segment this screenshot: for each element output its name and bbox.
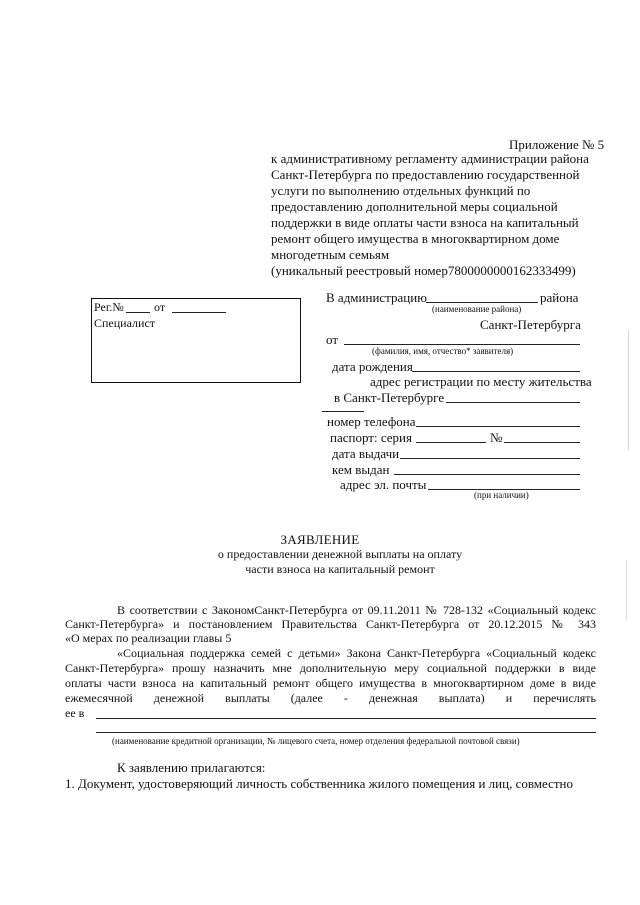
passport-series-field[interactable] xyxy=(416,442,486,443)
body-p2-line5: ее в xyxy=(65,706,85,720)
email-label: адрес эл. почты xyxy=(340,477,427,492)
issue-date-field[interactable] xyxy=(400,458,580,459)
admin-label: В администрацию xyxy=(326,290,427,305)
body-p1-line1: В соответствии с ЗакономСанкт-Петербурга от 09.11.2011 № 728-132 «Социальный кодекс xyxy=(117,603,596,617)
attachments-heading: К заявлению прилагаются: xyxy=(117,760,266,775)
passport-number-field[interactable] xyxy=(504,442,580,443)
reg-address-field-1[interactable] xyxy=(446,402,580,403)
body-p2-line4: ежемесячной денежной выплаты (далее - денежная выплата) и перечислять xyxy=(65,691,596,705)
issued-by-label: кем выдан xyxy=(332,462,390,477)
reg-number-label: Рег.№ xyxy=(94,300,124,314)
body-p2-line2: Санкт-Петербурга» прошу назначить мне дополнительную меру социальной поддержки в виде xyxy=(65,661,596,675)
district-hint: (наименование района) xyxy=(432,304,522,314)
bank-details-field[interactable] xyxy=(96,718,596,719)
reg-date-label: от xyxy=(154,300,166,314)
passport-number-label: № xyxy=(490,430,503,445)
appendix-number: Приложение № 5 xyxy=(509,137,605,152)
email-hint: (при наличии) xyxy=(474,490,529,500)
reg-number-line[interactable] xyxy=(126,312,150,313)
phone-field[interactable] xyxy=(416,426,580,427)
attachment-item-1: 1. Документ, удостоверяющий личность собственника жилого помещения и лиц, совместно xyxy=(65,776,573,791)
city-label: Санкт-Петербурга xyxy=(480,317,581,332)
reg-address-field-2[interactable] xyxy=(322,411,364,412)
reg-date-line[interactable] xyxy=(172,312,226,313)
birth-date-field[interactable] xyxy=(412,371,580,372)
issue-date-label: дата выдачи xyxy=(332,446,400,461)
body-p2-line3: оплаты части взноса на капитальный ремонт общего имущества в многоквартирном доме в виде xyxy=(65,676,596,690)
scan-artifact xyxy=(626,560,627,620)
passport-series-label: паспорт: серия xyxy=(330,430,412,445)
issued-by-field[interactable] xyxy=(394,474,580,475)
reg-address-label: адрес регистрации по месту жительства xyxy=(370,374,592,389)
bank-details-hint: (наименование кредитной организации, № лицевого счета, номер отделения федеральной почтовой связи) xyxy=(112,736,520,746)
phone-label: номер телефона xyxy=(327,414,416,429)
registry-number: (уникальный реестровый номер7800000000162333499) xyxy=(271,263,576,278)
appendix-line: Санкт-Петербурга по предоставлению государственной xyxy=(271,167,580,182)
body-p1-line3: «О мерах по реализации главы 5 xyxy=(65,631,232,645)
applicant-name-field[interactable] xyxy=(344,344,580,345)
appendix-line: поддержки в виде оплаты части взноса на капитальный xyxy=(271,215,579,230)
appendix-line: многодетным семьям xyxy=(271,247,390,262)
document-title: ЗАЯВЛЕНИЕ xyxy=(280,532,360,547)
body-p2-line1: «Социальная поддержка семей с детьми» Закона Санкт-Петербурга «Социальный кодекс xyxy=(117,646,596,660)
name-hint: (фамилия, имя, отчество* заявителя) xyxy=(372,346,514,356)
appendix-line: к административному регламенту администрации района xyxy=(271,151,589,166)
appendix-line: ремонт общего имущества в многоквартирном доме xyxy=(271,231,560,246)
district-field[interactable] xyxy=(426,302,538,303)
reg-address-city-label: в Санкт-Петербурге xyxy=(334,390,445,405)
specialist-label: Специалист xyxy=(94,316,156,330)
admin-suffix: района xyxy=(540,290,579,305)
birth-date-label: дата рождения xyxy=(332,359,413,374)
appendix-line: услуги по выполнению отдельных функций по xyxy=(271,183,531,198)
scan-artifact xyxy=(628,330,629,450)
document-subtitle-1: о предоставлении денежной выплаты на оплату xyxy=(217,547,463,561)
body-p1-line2: Санкт-Петербурга» и постановлением Правительства Санкт-Петербурга от 20.12.2015 № 343 xyxy=(65,617,596,631)
bank-details-field-2[interactable] xyxy=(96,732,596,733)
from-label: от xyxy=(326,332,339,347)
document-subtitle-2: части взноса на капитальный ремонт xyxy=(245,562,435,576)
appendix-line: предоставлению дополнительной меры социальной xyxy=(271,199,558,214)
